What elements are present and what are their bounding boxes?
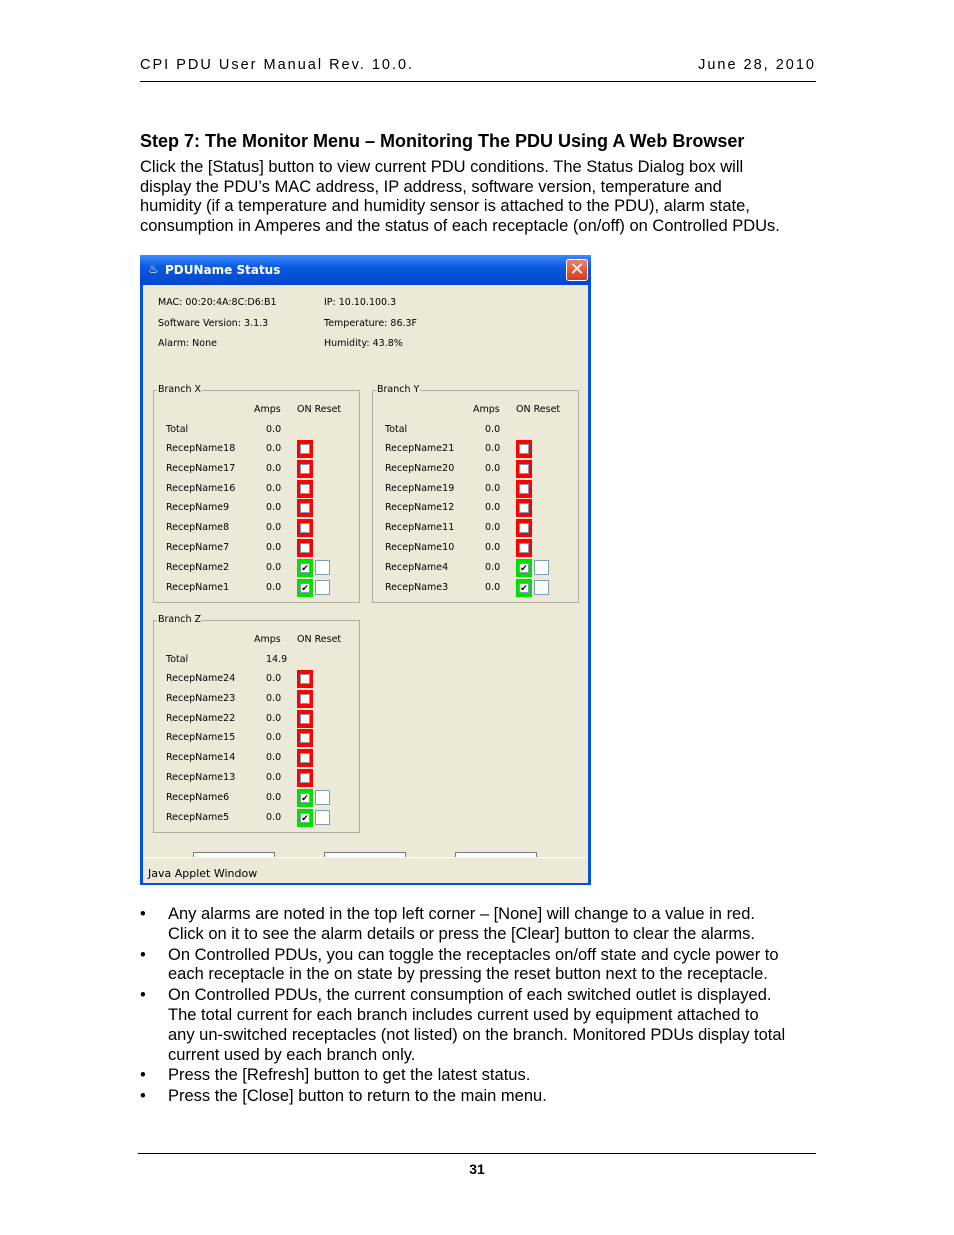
receptacle-reset-checkbox[interactable] [315,560,330,575]
receptacle-on-checkbox[interactable] [297,769,313,787]
receptacle-name: RecepName20 [385,462,455,474]
receptacle-on-checkbox[interactable] [297,710,313,728]
receptacle-amps: 0.0 [485,462,501,474]
intro-line: humidity (if a temperature and humidity sensor is attached to the PDU), alarm state, [140,197,750,215]
receptacle-on-checkbox[interactable] [297,789,313,807]
amps-column-header: Amps [254,404,281,415]
receptacle-row [154,460,359,480]
receptacle-on-checkbox[interactable] [297,480,313,498]
intro-line: display the PDU’s MAC address, IP address, software version, temperature and [140,177,722,196]
receptacle-reset-checkbox[interactable] [315,790,330,805]
receptacle-amps: 0.0 [266,502,282,514]
receptacle-row [154,440,359,460]
receptacle-on-checkbox[interactable] [516,499,532,517]
ip-address: IP: 10.10.100.3 [324,297,397,308]
receptacle-on-checkbox[interactable] [516,559,532,577]
checkbox-empty-icon [300,543,310,553]
receptacle-reset-checkbox[interactable] [534,560,549,575]
receptacle-amps: 0.0 [266,673,282,684]
checkbox-empty-icon [519,444,529,454]
receptacle-on-checkbox[interactable] [297,670,313,688]
bullet-line: • Press the [Refresh] button to get the latest status. [168,1066,531,1085]
receptacle-on-checkbox[interactable] [516,460,532,478]
receptacle-on-checkbox[interactable] [297,690,313,708]
receptacle-row [154,579,359,599]
checkbox-empty-icon [519,543,529,553]
on-reset-column-header: ON Reset [297,634,342,645]
total-amps: 0.0 [266,424,282,435]
receptacle-on-checkbox[interactable] [297,729,313,747]
receptacle-name: RecepName23 [166,692,236,704]
receptacle-name: RecepName11 [385,522,455,534]
bullet-item [140,1087,830,1107]
software-version: Software Version: 3.1.3 [158,318,269,329]
receptacle-name: RecepName18 [166,443,236,454]
receptacle-amps: 0.0 [266,752,282,764]
temperature: Temperature: 86.3F [324,318,418,329]
bullet-line: • Press the [Close] button to return to the main menu. [168,1087,547,1106]
header-date: June 28, 2010 [698,57,816,73]
receptacle-row [373,460,578,480]
receptacle-row [154,499,359,519]
receptacle-name: RecepName16 [166,482,236,494]
receptacle-amps: 0.0 [485,542,501,553]
checkbox-empty-icon [300,714,310,724]
receptacle-name: RecepName17 [166,462,236,474]
receptacle-name: RecepName22 [166,712,236,724]
window-close-button[interactable] [566,259,588,281]
receptacle-name: RecepName14 [166,752,236,764]
checkbox-empty-icon [519,464,529,474]
on-reset-column-header: ON Reset [516,404,561,415]
checkbox-empty-icon [300,503,310,513]
receptacle-name: RecepName5 [166,811,230,823]
mac-address: MAC: 00:20:4A:8C:D6:B1 [158,297,277,308]
checkbox-empty-icon [300,444,310,454]
bullet-item [140,905,830,945]
receptacle-on-checkbox[interactable] [516,539,532,557]
receptacle-name: RecepName12 [385,502,455,514]
receptacle-name: RecepName9 [166,502,230,514]
receptacle-amps: 0.0 [266,542,282,553]
receptacle-amps: 0.0 [266,561,282,573]
receptacle-row [154,539,359,559]
receptacle-row [154,789,359,809]
total-row [154,421,359,441]
receptacle-row [373,579,578,599]
checkmark-icon: ✔ [520,562,528,573]
receptacle-name: RecepName1 [166,581,230,593]
receptacle-name: RecepName2 [166,561,230,573]
checkbox-empty-icon [300,674,310,684]
checkbox-empty-icon [300,733,310,743]
total-row [154,651,359,671]
receptacle-name: RecepName6 [166,791,230,803]
receptacle-reset-checkbox[interactable] [315,810,330,825]
receptacle-row [154,519,359,539]
receptacle-on-checkbox[interactable] [297,579,313,597]
receptacle-on-checkbox[interactable] [297,499,313,517]
window-titlebar[interactable] [140,255,591,285]
receptacle-amps: 0.0 [266,482,282,494]
intro-paragraph [140,158,830,236]
receptacle-row [154,559,359,579]
branch-group [153,614,360,833]
receptacle-amps: 0.0 [485,502,501,514]
receptacle-row [373,559,578,579]
receptacle-on-checkbox[interactable] [516,519,532,537]
receptacle-name: RecepName13 [166,772,236,783]
total-amps: 14.9 [266,654,288,665]
receptacle-row [373,480,578,500]
receptacle-amps: 0.0 [266,462,282,474]
checkmark-icon: ✔ [301,582,309,593]
receptacle-amps: 0.0 [485,581,501,593]
total-row [373,421,578,441]
receptacle-name: RecepName15 [166,732,236,744]
total-label: Total [385,424,408,435]
checkbox-empty-icon [519,503,529,513]
section-title: Step 7: The Monitor Menu – Monitoring The PDU Using A Web Browser [140,131,745,151]
checkmark-icon: ✔ [301,812,309,823]
applet-status-text: Java Applet Window [148,867,258,880]
checkbox-empty-icon [300,484,310,494]
bullet-item [140,946,830,986]
receptacle-on-checkbox[interactable] [516,440,532,458]
branch-label: Branch X [158,384,202,395]
receptacle-amps: 0.0 [266,791,282,803]
receptacle-on-checkbox[interactable] [516,480,532,498]
close-icon: ✕ [569,259,585,280]
receptacle-on-checkbox[interactable] [297,749,313,767]
alarm-status[interactable]: Alarm: None [158,338,217,349]
receptacle-name: RecepName7 [166,542,230,553]
receptacle-amps: 0.0 [266,772,282,783]
page-number: 31 [469,1161,485,1177]
receptacle-on-checkbox[interactable] [297,539,313,557]
footer-rule [138,1153,816,1154]
total-amps: 0.0 [485,424,501,435]
humidity: Humidity: 43.8% [324,338,403,349]
receptacle-on-checkbox[interactable] [297,440,313,458]
amps-column-header: Amps [254,634,281,645]
receptacle-reset-checkbox[interactable] [315,580,330,595]
bullet-line: current used by each branch only. [168,1045,416,1064]
on-reset-column-header: ON Reset [297,404,342,415]
bullet-item [140,1066,830,1086]
receptacle-reset-checkbox[interactable] [534,580,549,595]
branch-group [372,384,579,603]
receptacle-row [154,480,359,500]
checkbox-empty-icon [300,464,310,474]
bullet-list [140,905,830,1108]
receptacle-row [154,710,359,730]
receptacle-name: RecepName10 [385,542,455,553]
checkbox-empty-icon [300,523,310,533]
receptacle-on-checkbox[interactable] [297,559,313,577]
receptacle-row [373,499,578,519]
intro-line: consumption in Amperes and the status of each receptacle (on/off) on Controlled PDUs. [140,216,780,235]
receptacle-amps: 0.0 [266,811,282,823]
window-title: PDUName Status [165,263,281,277]
receptacle-name: RecepName3 [385,581,449,593]
bullet-line: Click on it to see the alarm details or press the [Clear] button to clear the alarms. [168,924,755,943]
receptacle-amps: 0.0 [266,732,282,744]
receptacle-amps: 0.0 [266,443,282,454]
applet-status-bar [143,857,588,883]
header-manual-title: CPI PDU User Manual Rev. 10.0. [140,57,415,73]
branch-group [153,384,360,603]
receptacle-amps: 0.0 [485,522,501,534]
receptacle-on-checkbox[interactable] [297,460,313,478]
bullet-line: any un-switched receptacles (not listed) on the branch. Monitored PDUs display total [168,1025,786,1044]
bullet-line: • On Controlled PDUs, you can toggle the receptacles on/off state and cycle power to [168,945,779,964]
total-label: Total [166,424,189,435]
receptacle-amps: 0.0 [485,482,501,494]
checkbox-empty-icon [300,694,310,704]
receptacle-row [373,440,578,460]
receptacle-row [373,519,578,539]
checkmark-icon: ✔ [301,792,309,803]
receptacle-row [373,539,578,559]
receptacle-row [154,670,359,690]
receptacle-amps: 0.0 [485,443,501,454]
receptacle-name: RecepName24 [166,673,236,684]
receptacle-row [154,690,359,710]
receptacle-amps: 0.0 [485,561,501,573]
receptacle-amps: 0.0 [266,522,282,534]
bullet-line: each receptacle in the on state by pressing the reset button next to the receptacle. [168,965,768,984]
receptacle-name: RecepName8 [166,522,230,534]
page-header [140,55,816,82]
checkbox-empty-icon [300,753,310,763]
java-cup-icon: ♨ [148,262,159,276]
receptacle-on-checkbox[interactable] [297,519,313,537]
checkmark-icon: ✔ [301,562,309,573]
receptacle-name: RecepName4 [385,561,449,573]
bullet-item [140,986,830,1065]
amps-column-header: Amps [473,404,500,415]
receptacle-name: RecepName21 [385,443,455,454]
checkbox-empty-icon [519,484,529,494]
intro-line: Click the [Status] button to view current PDU conditions. The Status Dialog box will [140,158,744,176]
receptacle-row [154,749,359,769]
status-dialog-window [140,255,591,885]
dialog-client-area [143,285,588,857]
receptacle-amps: 0.0 [266,712,282,724]
receptacle-name: RecepName19 [385,482,455,494]
checkbox-empty-icon [519,523,529,533]
bullet-line: • On Controlled PDUs, the current consumption of each switched outlet is displayed. [168,986,772,1005]
receptacle-row [154,769,359,789]
bullet-line: The total current for each branch includes current used by equipment attached to [168,1005,759,1024]
bullet-line: • Any alarms are noted in the top left corner – [None] will change to a value in red. [168,905,755,923]
receptacle-on-checkbox[interactable] [516,579,532,597]
receptacle-on-checkbox[interactable] [297,809,313,827]
receptacle-amps: 0.0 [266,581,282,593]
branch-label: Branch Y [377,384,420,395]
receptacle-amps: 0.0 [266,692,282,704]
total-label: Total [166,654,189,665]
branch-label: Branch Z [158,614,202,625]
checkmark-icon: ✔ [520,582,528,593]
receptacle-row [154,809,359,829]
checkbox-empty-icon [300,773,310,783]
receptacle-row [154,729,359,749]
